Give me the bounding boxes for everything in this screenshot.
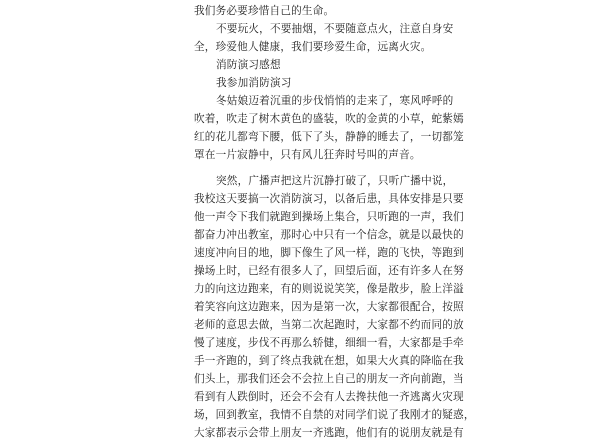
paragraph-line: 他一声令下我们就跑到操场上集合，只听跑的一声，我们: [194, 211, 464, 223]
section-heading: 我参加消防演习: [216, 77, 292, 89]
paragraph-line: 不要玩火，不要抽烟，不要随意点火，注意自身安: [216, 23, 454, 35]
paragraph-line: 罩在一片寂静中，只有风儿狂奔时号叫的声音。: [194, 149, 421, 161]
paragraph-line: 速度冲向目的地，脚下像生了风一样，跑的飞快，等跑到: [194, 247, 464, 259]
paragraph-line: 力的向这边跑来，有的则说说笑笑，像是散步，脸上洋溢: [194, 283, 464, 295]
paragraph-line: 都奋力冲出教室，那时心中只有一个信念，就是以最快的: [194, 229, 464, 241]
paragraph-gap: [194, 164, 406, 172]
paragraph-line: 手一齐跑的，到了终点我就在想，如果大火真的降临在我: [194, 355, 464, 367]
text-column: [194, 2, 475, 442]
paragraph-line: 全，珍爱他人健康，我们要珍爱生命，远离火灾。: [194, 41, 432, 53]
paragraph-line: 场，回到教室，我情不自禁的对同学们说了我刚才的疑惑，: [194, 409, 475, 421]
paragraph-line: 看到有人跌倒时，还会不会有人去搀扶他一齐逃离火灾现: [194, 391, 464, 403]
paragraph-line: 着笑容向这边跑来，因为是第一次，大家都很配合，按照: [194, 301, 464, 313]
paragraph-line: 大家都表示会带上朋友一齐逃跑，他们有的说朋友就是有: [194, 427, 464, 439]
paragraph-line: 慢了速度，步伐不再那么轿健，细细一看，大家都是手牵: [194, 337, 464, 349]
paragraph-line: 我校这天要搞一次消防演习，以备后患，具体安排是只要: [194, 193, 464, 205]
section-heading: 消防演习感想: [216, 59, 281, 71]
paragraph-line: 们头上，那我们还会不会拉上自己的朋友一齐向前跑，当: [194, 373, 464, 385]
paragraph-line: 突然，广播声把这片沉静打破了，只听广播中说，: [216, 175, 454, 187]
paragraph-line: 操场上时，已经有很多人了，回望后面，还有许多人在努: [194, 265, 464, 277]
paragraph-line: 红的花儿都弯下腰，低下了头，静静的睡去了，一切都笼: [194, 131, 464, 143]
paragraph-line: 我们务必要珍惜自己的生命。: [194, 5, 335, 17]
paragraph-line: 吹着，吹走了树木黄色的盛装，吹的金黄的小草，蛇紫嫣: [194, 113, 464, 125]
paragraph-line: 冬姑娘迈着沉重的步伐悄悄的走来了，寒风呼呼的: [216, 95, 454, 107]
paragraph-line: 老师的意思去做，当第二次起跑时，大家都不约而同的放: [194, 319, 464, 331]
